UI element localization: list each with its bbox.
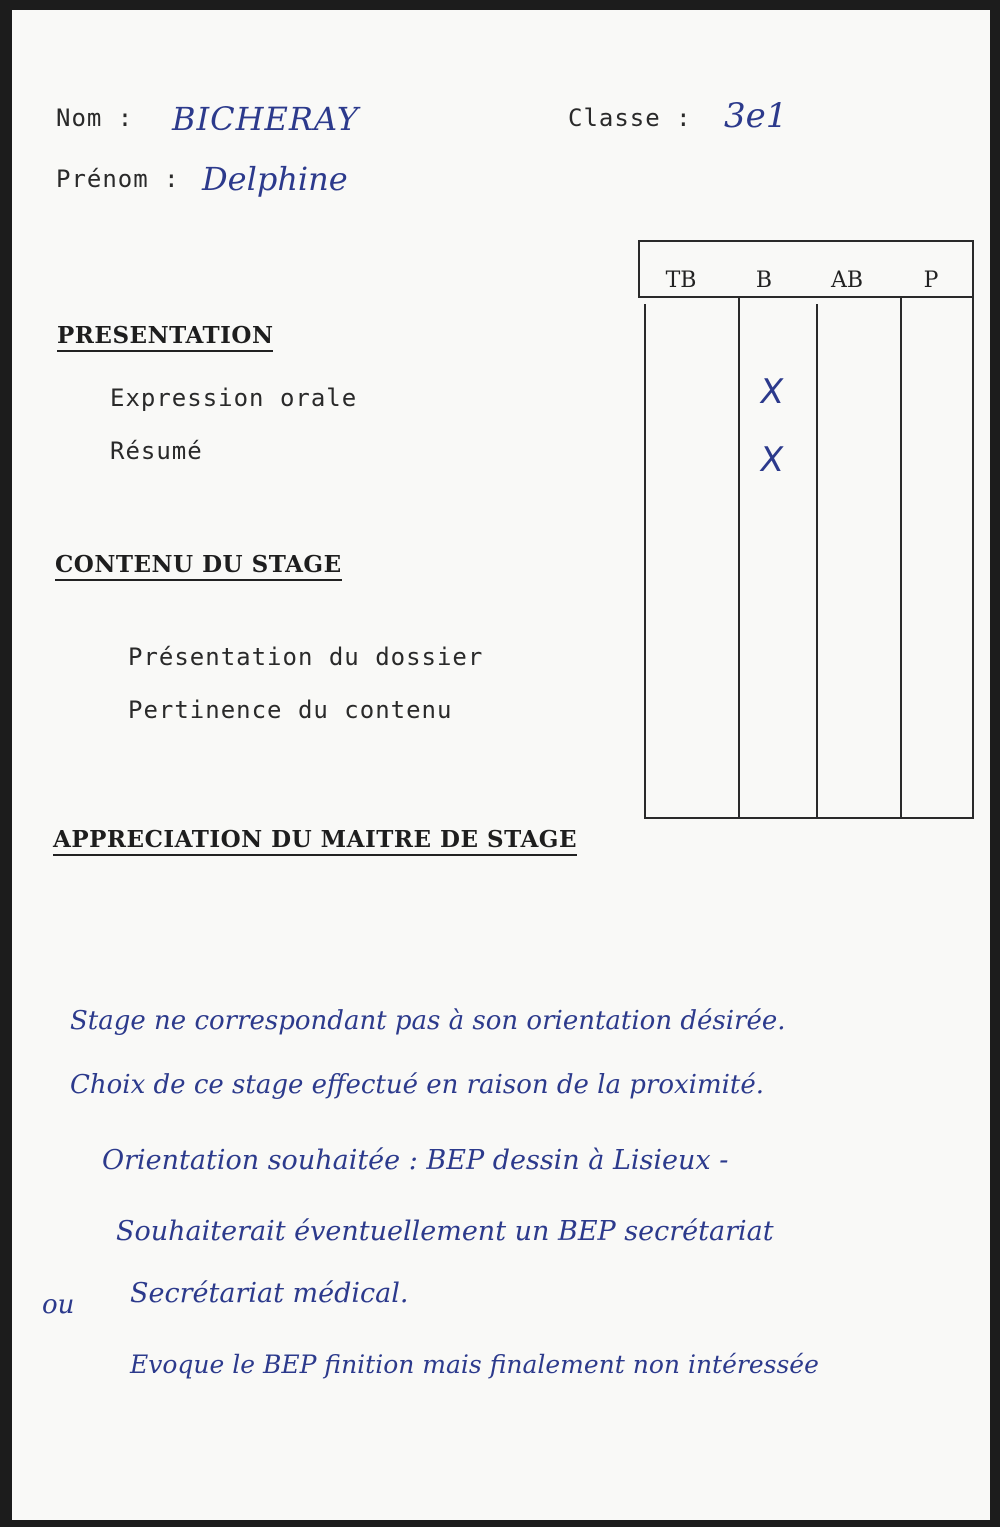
grid-header-bottom-line	[638, 296, 974, 298]
mark-expression-orale-b: X	[757, 372, 787, 412]
classe-value: 3e1	[724, 96, 788, 136]
grid-left-border	[644, 304, 646, 819]
contenu-item-pertinence-contenu: Pertinence du contenu	[128, 696, 453, 724]
contenu-item-presentation-dossier: Présentation du dossier	[128, 643, 484, 671]
column-b-header: B	[755, 268, 773, 293]
column-p-header: P	[923, 268, 939, 293]
comment-line-3: Orientation souhaitée : BEP dessin à Lisieux -	[102, 1145, 729, 1176]
prenom-value: Delphine	[202, 160, 348, 198]
comment-line-5: ou	[42, 1290, 75, 1320]
nom-label: Nom :	[56, 104, 134, 132]
prenom-label: Prénom :	[56, 165, 180, 193]
comment-line-1: Stage ne correspondant pas à son orientation désirée.	[70, 1006, 786, 1036]
grid-bottom-line	[644, 817, 974, 819]
classe-label: Classe :	[568, 104, 692, 132]
grid-divider-ab-p	[900, 296, 902, 819]
contenu-heading: CONTENU DU STAGE	[55, 551, 342, 581]
presentation-item-resume: Résumé	[110, 437, 203, 465]
comment-line-7: Evoque le BEP finition mais finalement non intéressée	[130, 1350, 819, 1379]
grid-divider-b-ab	[816, 304, 818, 819]
nom-value: BICHERAY	[172, 100, 359, 138]
evaluation-sheet	[12, 10, 990, 1520]
mark-resume-b: X	[757, 440, 787, 480]
column-tb-header: TB	[665, 268, 697, 293]
comment-line-4: Souhaiterait éventuellement un BEP secrétariat	[116, 1216, 774, 1247]
grid-divider-tb-b	[738, 296, 740, 819]
appreciation-heading: APPRECIATION DU MAITRE DE STAGE	[53, 826, 577, 856]
presentation-heading: PRESENTATION	[57, 322, 273, 352]
column-ab-header: AB	[830, 268, 864, 293]
comment-line-2: Choix de ce stage effectué en raison de la proximité.	[70, 1070, 765, 1100]
comment-line-6: Secrétariat médical.	[130, 1278, 409, 1309]
grid-top-line	[638, 240, 974, 242]
presentation-item-expression-orale: Expression orale	[110, 384, 358, 412]
grid-right-border	[972, 240, 974, 819]
grid-left-border-header	[638, 240, 640, 298]
